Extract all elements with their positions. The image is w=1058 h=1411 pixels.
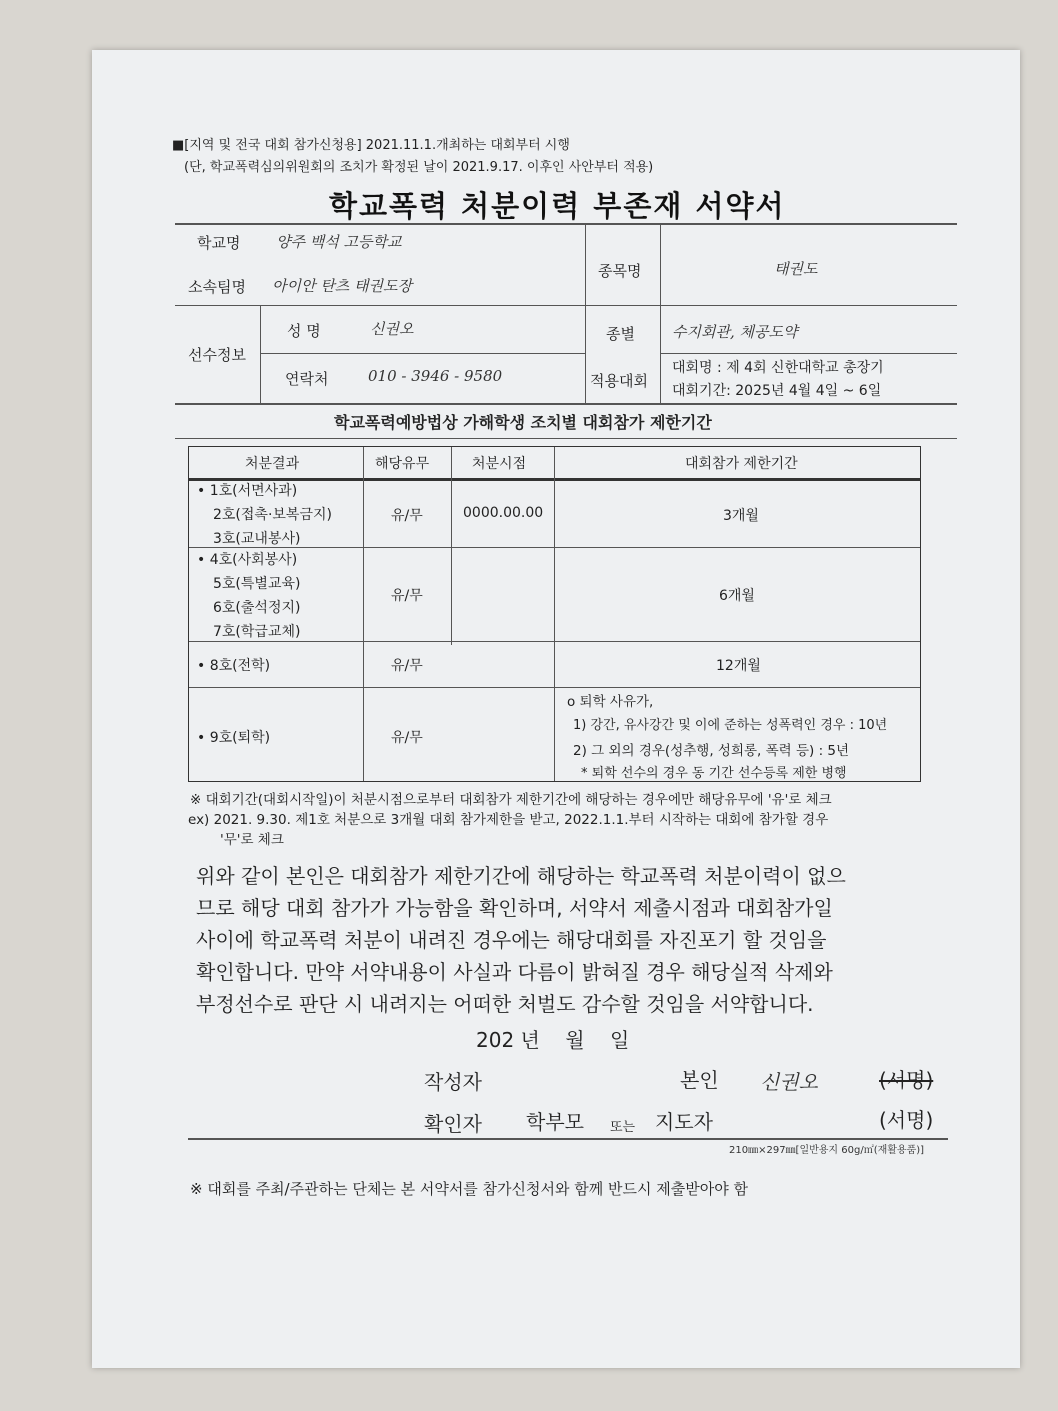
table-cell: 유/무 bbox=[391, 588, 423, 604]
note-line: ex) 2021. 9.30. 제1호 처분으로 3개월 대회 참가제한을 받고, 2022.1.1.부터 시작하는 대회에 참가할 경우 bbox=[188, 812, 829, 828]
pledge-line: 므로 해당 대회 참가가 가능함을 확인하며, 서약서 제출시점과 대회참가일 bbox=[196, 896, 833, 920]
event-value: 태권도 bbox=[774, 260, 818, 278]
table-cell: * 퇴학 선수의 경우 동 기간 선수등록 제한 병행 bbox=[581, 766, 847, 781]
table-cell: 3개월 bbox=[723, 508, 759, 524]
sign-placeholder: (서명) bbox=[879, 1068, 934, 1092]
table-cell: 12개월 bbox=[716, 658, 761, 674]
type-value: 수지회관, 체공도약 bbox=[672, 323, 798, 341]
competition-name: 대회명 : 제 4회 신한대학교 총장기 bbox=[672, 360, 884, 376]
header-line-1: ■[지역 및 전국 대회 참가신청용] 2021.11.1.개최하는 대회부터 시행 bbox=[172, 138, 570, 153]
table-cell: 5호(특별교육) bbox=[213, 576, 301, 592]
coach-label: 지도자 bbox=[655, 1110, 713, 1134]
col-divider bbox=[554, 447, 555, 781]
rule bbox=[660, 223, 661, 403]
rule bbox=[585, 223, 586, 403]
table-cell: • 8호(전학) bbox=[197, 658, 271, 674]
rule bbox=[188, 1138, 948, 1140]
table-header: 대회참가 제한기간 bbox=[685, 456, 798, 472]
or-label: 또는 bbox=[610, 1120, 636, 1135]
self-signature: 신권오 bbox=[760, 1070, 818, 1094]
table-cell: 1) 강간, 유사강간 및 이에 준하는 성폭력인 경우 : 10년 bbox=[573, 718, 888, 733]
table-header: 처분결과 bbox=[245, 456, 300, 472]
team-value: 아이안 탄츠 태권도장 bbox=[272, 277, 412, 295]
confirmer-label: 확인자 bbox=[424, 1112, 482, 1136]
col-divider bbox=[451, 447, 452, 645]
table-cell: 2) 그 외의 경우(성추행, 성희롱, 폭력 등) : 5년 bbox=[573, 743, 850, 759]
table-header: 처분시점 bbox=[472, 456, 527, 472]
footer-note: ※ 대회를 주최/주관하는 단체는 본 서약서를 참가신청서와 함께 반드시 제출받아야 함 bbox=[190, 1180, 748, 1198]
school-label: 학교명 bbox=[197, 234, 241, 252]
athlete-label: 선수정보 bbox=[188, 346, 246, 364]
table-cell: 6호(출석정지) bbox=[213, 600, 301, 616]
pledge-line: 위와 같이 본인은 대회참가 제한기간에 해당하는 학교폭력 처분이력이 없으 bbox=[196, 864, 846, 888]
event-label: 종목명 bbox=[598, 262, 642, 280]
school-value: 양주 백석 고등학교 bbox=[276, 233, 402, 251]
pledge-line: 확인합니다. 만약 서약내용이 사실과 다름이 밝혀질 경우 해당실적 삭제와 bbox=[196, 960, 833, 984]
pledge-line: 사이에 학교폭력 처분이 내려진 경우에는 해당대회를 자진포기 할 것임을 bbox=[196, 928, 827, 952]
sanction-table bbox=[188, 446, 921, 782]
table-cell: 7호(학급교체) bbox=[213, 624, 301, 640]
table-cell: 6개월 bbox=[719, 588, 755, 604]
competition-period: 대회기간: 2025년 4월 4일 ~ 6일 bbox=[672, 383, 882, 399]
paper-spec: 210㎜×297㎜[일반용지 60g/㎡(재활용품)] bbox=[729, 1145, 925, 1156]
row-divider bbox=[189, 641, 920, 642]
section-title: 학교폭력예방법상 가해학생 조치별 대회참가 제한기간 bbox=[334, 413, 712, 432]
table-cell: 2호(접촉·보복금지) bbox=[213, 507, 332, 523]
row-divider bbox=[189, 687, 920, 688]
contact-value: 010 - 3946 - 9580 bbox=[368, 367, 503, 385]
table-cell: 0000.00.00 bbox=[463, 505, 544, 521]
name-label: 성 명 bbox=[287, 322, 321, 340]
name-value: 신권오 bbox=[370, 320, 414, 338]
self-label: 본인 bbox=[680, 1068, 719, 1092]
type-label: 종별 bbox=[606, 325, 635, 343]
rule bbox=[175, 223, 957, 225]
table-cell: 유/무 bbox=[391, 730, 423, 746]
document-page bbox=[92, 50, 1020, 1368]
rule bbox=[175, 403, 957, 405]
document-title: 학교폭력 처분이력 부존재 서약서 bbox=[329, 189, 786, 223]
table-header: 해당유무 bbox=[375, 456, 430, 472]
table-cell: • 9호(퇴학) bbox=[197, 730, 271, 746]
table-cell: 유/무 bbox=[391, 658, 423, 674]
writer-label: 작성자 bbox=[424, 1070, 482, 1094]
table-cell: 3호(교내봉사) bbox=[213, 531, 301, 547]
parent-label: 학부모 bbox=[526, 1110, 584, 1134]
rule bbox=[660, 353, 957, 354]
note-line: '무'로 체크 bbox=[220, 832, 284, 848]
rule bbox=[175, 438, 957, 439]
rule bbox=[175, 305, 957, 306]
rule bbox=[260, 305, 261, 403]
sign-placeholder: (서명) bbox=[879, 1108, 934, 1132]
header-line-2: (단, 학교폭력심의위원회의 조치가 확정된 날이 2021.9.17. 이후인 사안부터 적용) bbox=[184, 160, 654, 175]
apply-label: 적용대회 bbox=[590, 372, 648, 390]
table-cell: • 1호(서면사과) bbox=[197, 483, 298, 499]
table-cell: • 4호(사회봉사) bbox=[197, 552, 298, 568]
contact-label: 연락처 bbox=[285, 370, 329, 388]
pledge-line: 부정선수로 판단 시 내려지는 어떠한 처벌도 감수할 것임을 서약합니다. bbox=[196, 992, 814, 1016]
team-label: 소속팀명 bbox=[188, 278, 246, 296]
table-cell: o 퇴학 사유가, bbox=[567, 694, 654, 710]
table-cell: 유/무 bbox=[391, 508, 423, 524]
rule bbox=[260, 353, 586, 354]
date-line: 202 년 월 일 bbox=[476, 1028, 630, 1052]
note-line: ※ 대회기간(대회시작일)이 처분시점으로부터 대회참가 제한기간에 해당하는 경우에만 해당유무에 '유'로 체크 bbox=[190, 792, 832, 808]
col-divider bbox=[363, 447, 364, 781]
